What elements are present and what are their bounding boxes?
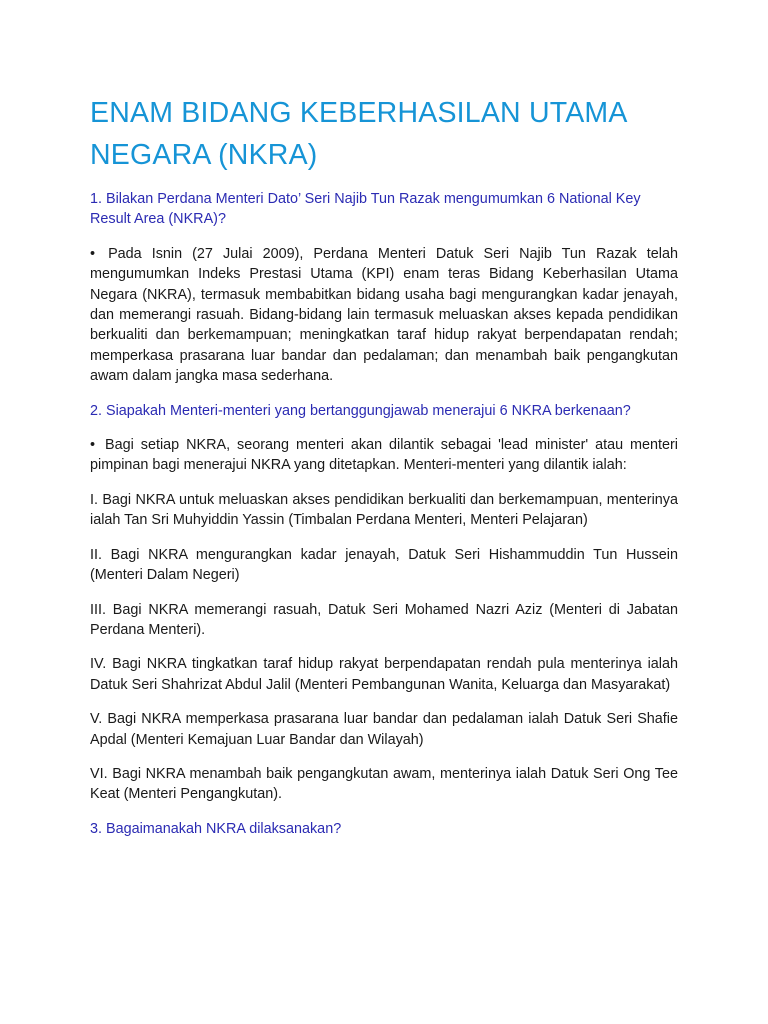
minister-item-6: VI. Bagi NKRA menambah baik pengangkutan awam, menterinya ialah Datuk Seri Ong Tee Keat (Menteri Pengangkutan). bbox=[90, 765, 678, 803]
minister-item-5: V. Bagi NKRA memperkasa prasarana luar bandar dan pedalaman ialah Datuk Seri Shafie Apdal (Menteri Kemajuan Luar Bandar dan Wilayah) bbox=[90, 711, 678, 748]
answer-1 bbox=[90, 244, 678, 387]
minister-item-4: IV. Bagi NKRA tingkatkan taraf hidup rakyat berpendapatan rendah pula menterinya ialah Datuk Seri Shahrizat Abdul Jalil (Menteri Pembangunan Wanita, Keluarga dan Masyarakat) bbox=[90, 656, 678, 693]
answer-2 bbox=[90, 435, 678, 476]
bullet-1: • bbox=[90, 245, 96, 262]
minister-item-1: I. Bagi NKRA untuk meluaskan akses pendidikan berkualiti dan berkemampuan, menterinya ialah Tan Sri Muhyiddin Yassin (Timbalan Perdana Menteri, Menteri Pelajaran) bbox=[90, 491, 678, 529]
document-page bbox=[90, 92, 678, 839]
question-2: 2. Siapakah Menteri-menteri yang bertanggungjawab menerajui 6 NKRA berkenaan? bbox=[90, 402, 631, 419]
answer-2-text: Bagi setiap NKRA, seorang menteri akan dilantik sebagai 'lead minister' atau menteri pimpinan bagi menerajui NKRA yang ditetapkan. Menteri-menteri yang dilantik ialah: bbox=[90, 437, 679, 474]
question-3: 3. Bagaimanakah NKRA dilaksanakan? bbox=[90, 820, 342, 837]
question-1: 1. Bilakan Perdana Menteri Dato’ Seri Najib Tun Razak mengumumkan 6 National Key Result Area (NKRA)? bbox=[90, 191, 641, 228]
document-title: ENAM BIDANG KEBERHASILAN UTAMA NEGARA (NKRA) bbox=[90, 97, 627, 171]
minister-item-2: II. Bagi NKRA mengurangkan kadar jenayah, Datuk Seri Hishammuddin Tun Hussein (Menteri Dalam Negeri) bbox=[90, 546, 678, 584]
answer-1-text: Pada Isnin (27 Julai 2009), Perdana Menteri Datuk Seri Najib Tun Razak telah mengumumkan Indeks Prestasi Utama (KPI) enam teras Bidang Keberhasilan Utama Negara (NKRA), termasuk membabitkan bidang usaha bagi mengurangkan kadar jenayah, dan memerangi rasuah. Bidang-bidang lain termasuk meluaskan akses kepada pendidikan berkualiti dan berkemampuan; meningkatkan taraf hidup rakyat berpendapatan rendah; memperkasa prasarana luar bandar dan pedalaman; dan menambah baik pengangkutan awam dalam jangka masa sederhana. bbox=[90, 245, 678, 385]
minister-item-3: III. Bagi NKRA memerangi rasuah, Datuk Seri Mohamed Nazri Aziz (Menteri di Jabatan Perdana Menteri). bbox=[90, 601, 678, 638]
bullet-2: • bbox=[90, 437, 96, 454]
